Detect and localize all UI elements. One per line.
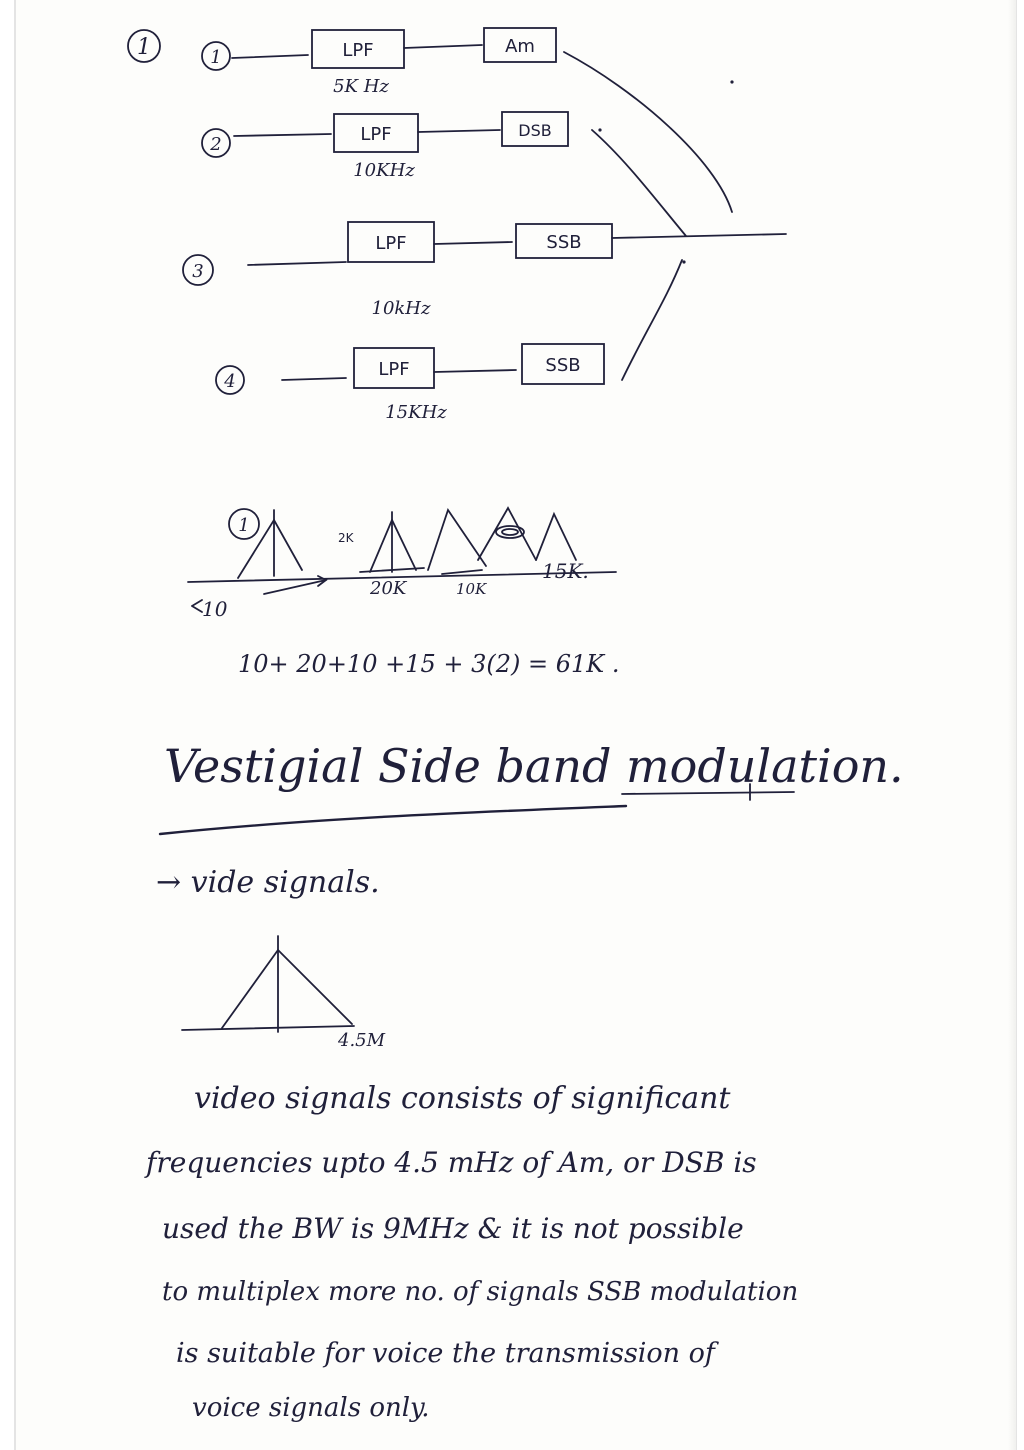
notes-line-3: used the BW is 9MHz & it is not possible <box>162 1212 744 1245</box>
notebook-page <box>14 0 1017 1450</box>
channel-2-bandwidth: 10KHz <box>353 160 415 181</box>
channel-2-filter: LPF <box>360 124 392 145</box>
notes-line-2: frequencies upto 4.5 mHz of Am, or DSB is <box>146 1146 757 1179</box>
heading-text: Vestigial Side band modulation. <box>164 739 904 793</box>
spectrum-guard-note: 2K <box>338 531 354 545</box>
channel-2-row <box>202 112 568 181</box>
spectrum-label: 1 <box>238 515 250 536</box>
channel-4-bandwidth: 15KHz <box>385 402 447 423</box>
channel-3-filter: LPF <box>375 233 407 254</box>
notes-paragraph <box>144 1081 798 1423</box>
channel-3-row <box>183 222 786 319</box>
bullet-text: → vide signals. <box>156 865 380 900</box>
channel-4-filter: LPF <box>378 359 410 380</box>
spectrum-width-3: 10K <box>456 580 487 598</box>
bandwidth-equation: 10+ 20+10 +15 + 3(2) = 61K . <box>238 650 620 678</box>
channel-3-number: 3 <box>192 261 204 282</box>
question-number <box>128 30 160 62</box>
spectrum-width-1: 10 <box>202 597 228 621</box>
channel-1-row <box>202 28 556 97</box>
channel-1-bandwidth: 5K Hz <box>333 76 389 97</box>
handwritten-notes <box>16 0 1016 1450</box>
channel-4-row <box>216 344 604 423</box>
channel-1-filter: LPF <box>342 40 374 61</box>
notes-line-4: to multiplex more no. of signals SSB modulation <box>162 1277 799 1307</box>
channel-2-number: 2 <box>210 134 222 155</box>
spectrum-width-2: 20K <box>370 578 407 599</box>
spectrum-diagram <box>188 508 616 621</box>
combiner-lines <box>564 52 734 380</box>
channel-3-bandwidth: 10kHz <box>371 298 431 319</box>
notes-line-6: voice signals only. <box>192 1393 430 1423</box>
section-heading <box>160 739 904 834</box>
channel-1-number: 1 <box>210 47 222 68</box>
channel-1-modulator: Am <box>505 36 535 57</box>
question-number-text: 1 <box>137 35 151 60</box>
video-spectrum-diagram <box>182 936 386 1051</box>
channel-2-modulator: DSB <box>518 121 552 140</box>
notes-line-5: is suitable for voice the transmission of <box>176 1338 715 1369</box>
spectrum-width-4: 15K. <box>542 559 589 583</box>
video-spectrum-label: 4.5M <box>338 1030 386 1051</box>
channel-3-modulator: SSB <box>546 232 582 253</box>
channel-4-modulator: SSB <box>545 355 581 376</box>
notes-line-1: video signals consists of significant <box>194 1081 731 1116</box>
channel-4-number: 4 <box>224 371 236 392</box>
